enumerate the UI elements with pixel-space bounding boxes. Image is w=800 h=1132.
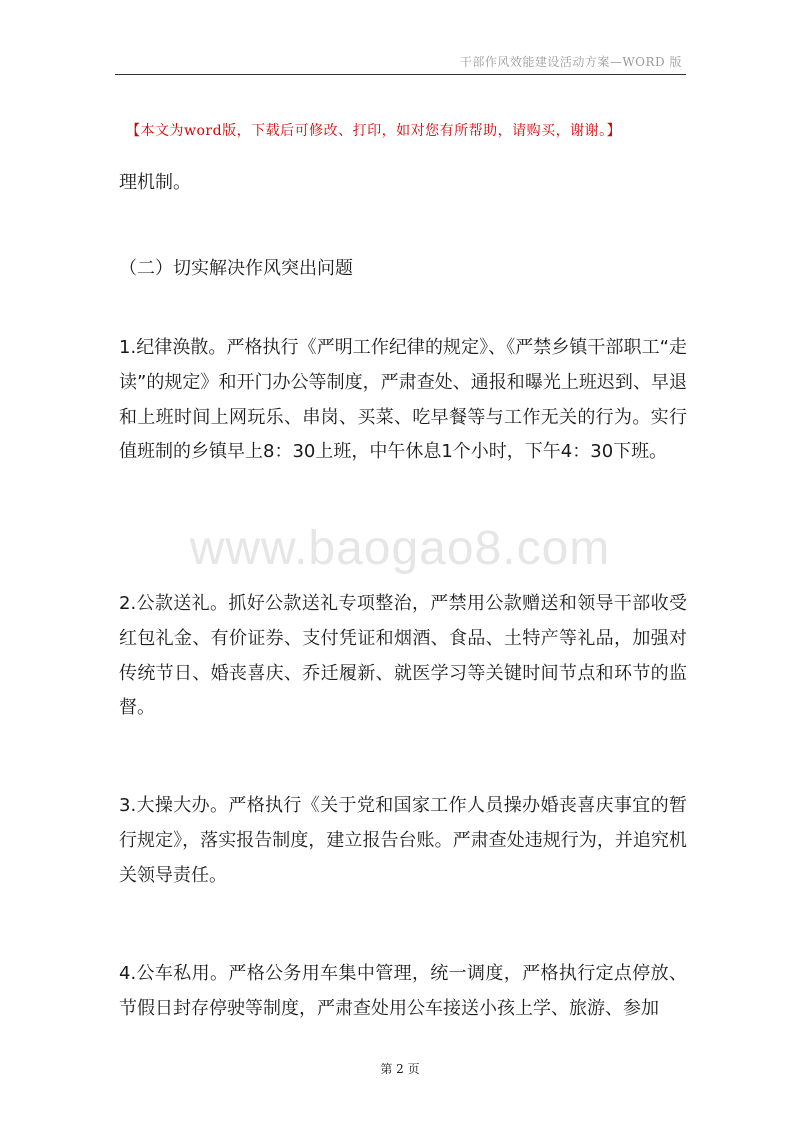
site-watermark: www.baogao8.com	[189, 522, 611, 575]
item-discipline: 1.纪律涣散。严格执行《严明工作纪律的规定》、《严禁乡镇干部职工“走读”的规定》和开门办公等制度，严肃查处、通报和曝光上班迟到、早退和上班时间上网玩乐、串岗、买菜、吃早餐等与工作无关的行为。实行值班制的乡镇早上8：30上班，中午休息1个小时，下午4：30下班。	[119, 337, 687, 463]
item-official-car-misuse: 4.公车私用。严格公务用车集中管理，统一调度，严格执行定点停放、节假日封存停驶等制度，严肃查处用公车接送小孩上学、旅游、参加	[119, 963, 687, 1019]
continued-paragraph: 理机制。	[119, 172, 191, 193]
page-number: 第 2 页	[380, 1062, 420, 1076]
item-gift-giving: 2.公款送礼。抓好公款送礼专项整治，严禁用公款赠送和领导干部收受红包礼金、有价证券、支付凭证和烟酒、食品、土特产等礼品，加强对传统节日、婚丧喜庆、乔迁履新、就医学习等关键时间节点和环节的监督。	[119, 593, 687, 719]
header-divider	[115, 74, 686, 75]
running-header-title: 干部作风效能建设活动方案—WORD 版	[459, 55, 682, 69]
item-extravagant-events: 3.大操大办。严格执行《关于党和国家工作人员操办婚丧喜庆事宜的暂行规定》，落实报告制度，建立报告台账。严肃查处违规行为，并追究机关领导责任。	[119, 795, 687, 886]
section-heading: （二）切实解决作风突出问题	[119, 258, 353, 279]
purchase-notice: 【本文为word版，下载后可修改、打印，如对您有所帮助，请购买，谢谢。】	[126, 123, 622, 139]
